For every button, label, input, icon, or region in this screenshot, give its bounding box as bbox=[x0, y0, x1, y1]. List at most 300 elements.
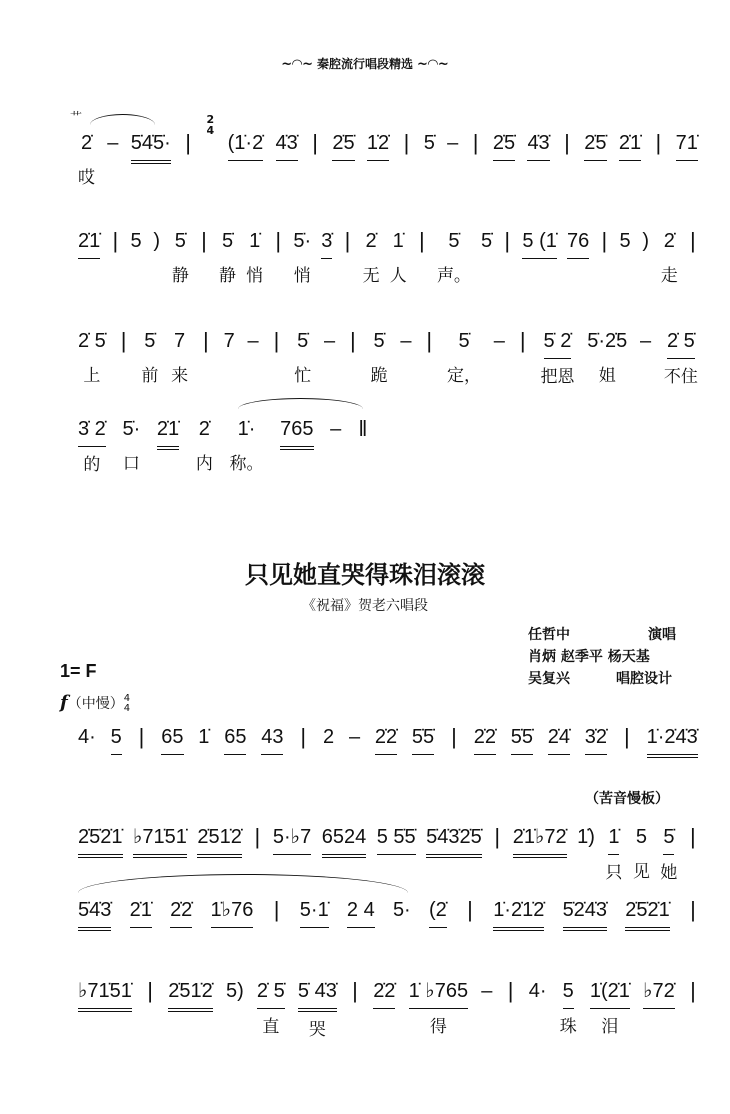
dynamic-mark: f bbox=[60, 692, 68, 713]
notes: 2 4 bbox=[347, 895, 375, 928]
score-row bbox=[78, 326, 698, 389]
notes: 1̇) bbox=[577, 826, 595, 848]
barline-glyph: ‖ bbox=[358, 416, 368, 441]
barline bbox=[273, 226, 283, 256]
note-group bbox=[78, 128, 95, 190]
note-group bbox=[393, 895, 411, 957]
lyric: 静 bbox=[171, 266, 189, 286]
notes: 2̇51̇2̇ bbox=[168, 976, 213, 1012]
notes: 2̇1̇ bbox=[157, 414, 179, 450]
note-group bbox=[298, 976, 337, 1042]
note-group bbox=[323, 722, 334, 784]
note-group bbox=[474, 722, 496, 785]
lyric: 姐 bbox=[598, 366, 616, 386]
note-group bbox=[78, 722, 96, 784]
note-group bbox=[246, 226, 263, 288]
notes: 2̇5̇ bbox=[493, 128, 515, 161]
note-group bbox=[619, 226, 630, 288]
note-group bbox=[494, 326, 505, 388]
notes: 765 bbox=[280, 414, 313, 450]
notes: – bbox=[493, 330, 505, 352]
lyric: 来 bbox=[171, 366, 189, 386]
notes: 1̇ bbox=[249, 230, 261, 252]
notes: 5· bbox=[392, 899, 411, 921]
note-group bbox=[641, 226, 651, 288]
barline-glyph: | bbox=[426, 328, 433, 353]
barline-glyph: | bbox=[418, 228, 425, 253]
note-group bbox=[294, 326, 311, 388]
barline-glyph: | bbox=[349, 328, 356, 353]
note-group bbox=[375, 722, 397, 785]
notes: 5̇ bbox=[663, 822, 674, 855]
barline-glyph: | bbox=[507, 978, 514, 1003]
notes: 5̇·2̇5 bbox=[587, 330, 628, 352]
note-group bbox=[78, 414, 106, 477]
note-group bbox=[198, 722, 209, 784]
notes: – bbox=[400, 330, 412, 352]
barline bbox=[343, 226, 353, 256]
note-group bbox=[170, 895, 192, 958]
note-group bbox=[78, 895, 111, 961]
note-group bbox=[664, 326, 698, 389]
note-group bbox=[152, 226, 162, 288]
barline bbox=[688, 895, 698, 925]
barline bbox=[401, 128, 411, 158]
barline bbox=[119, 326, 129, 356]
lyric: 泪 bbox=[601, 1017, 619, 1037]
barline-glyph: | bbox=[254, 824, 261, 849]
notes: 2̇4̇ bbox=[548, 722, 570, 755]
notes: 2 bbox=[323, 726, 335, 748]
notes: 5̇ bbox=[481, 230, 493, 252]
barline-glyph: | bbox=[138, 724, 145, 749]
barline bbox=[506, 976, 516, 1006]
notes: 5̇4̇5̇· bbox=[131, 128, 171, 164]
time-sig bbox=[207, 114, 215, 136]
note-group bbox=[567, 226, 589, 289]
notes: 2̇ bbox=[80, 132, 93, 154]
note-group bbox=[522, 226, 556, 289]
notes: – bbox=[348, 726, 361, 748]
note-group bbox=[643, 976, 675, 1039]
barline bbox=[471, 128, 481, 158]
note-group bbox=[373, 976, 395, 1039]
note-group bbox=[168, 976, 213, 1042]
lyric: 跪 bbox=[370, 366, 388, 386]
credit-names: 任哲中 bbox=[528, 627, 570, 643]
barline-glyph: | bbox=[185, 130, 191, 155]
notes: 2̇ 5̇ bbox=[78, 330, 106, 352]
barline bbox=[424, 326, 434, 356]
slur bbox=[90, 114, 155, 125]
lyric: 把恩 bbox=[540, 367, 575, 387]
note-group bbox=[196, 414, 213, 476]
notes: 5 bbox=[619, 230, 631, 252]
barline bbox=[110, 226, 120, 256]
notes: 4· bbox=[78, 726, 96, 748]
lyric: 称。 bbox=[229, 454, 264, 474]
note-group bbox=[131, 128, 171, 194]
note-group bbox=[248, 326, 259, 388]
tempo-text: （中慢） bbox=[67, 696, 124, 712]
notes: 2̇2̇ bbox=[373, 976, 395, 1009]
note-group bbox=[587, 326, 627, 388]
song-subtitle: 《祝福》贺老六唱段 bbox=[302, 598, 428, 614]
barline bbox=[599, 226, 609, 256]
notes: 5̇ bbox=[448, 230, 460, 252]
lyric: 得 bbox=[429, 1017, 447, 1037]
note-group bbox=[107, 128, 118, 190]
note-group bbox=[78, 226, 100, 289]
barline-glyph: | bbox=[451, 724, 457, 749]
note-group bbox=[660, 822, 677, 885]
notes: 2̇2̇ bbox=[474, 722, 496, 755]
lyric: 直 bbox=[262, 1017, 280, 1037]
note-group bbox=[633, 822, 650, 884]
lyric: 哎 bbox=[78, 168, 95, 188]
notes: 5̇2̇4̇3̇ bbox=[563, 895, 608, 931]
note-group bbox=[560, 976, 577, 1039]
note-group bbox=[481, 226, 492, 288]
barline bbox=[298, 722, 308, 752]
notes: 65 bbox=[161, 722, 183, 755]
sanban-mark: 艹 bbox=[70, 110, 83, 124]
barline-glyph: | bbox=[112, 228, 119, 253]
notes: 4· bbox=[528, 980, 547, 1002]
notes: ♭72̇ bbox=[643, 976, 675, 1009]
time-signature bbox=[205, 113, 215, 137]
notes: 5̇5̇ bbox=[412, 722, 434, 755]
lyric: 定， bbox=[447, 366, 482, 386]
time-sig-number: 4 bbox=[206, 124, 215, 137]
notes: 2̇1̇♭72̇ bbox=[513, 822, 567, 858]
notes: – bbox=[640, 330, 652, 352]
notes: – bbox=[323, 330, 336, 352]
notes: 2̇1̇ bbox=[619, 128, 641, 161]
credit-role: 演唱 bbox=[648, 627, 676, 643]
note-group bbox=[280, 414, 313, 480]
score-row bbox=[78, 895, 698, 961]
barline bbox=[688, 822, 698, 852]
notes: 5 bbox=[635, 826, 647, 848]
barline-glyph: | bbox=[623, 724, 630, 749]
barline bbox=[465, 895, 475, 925]
note-group bbox=[481, 976, 492, 1038]
notes: (1̇·2̇ bbox=[228, 128, 264, 161]
note-group bbox=[412, 722, 434, 785]
notes: 5̇ bbox=[423, 132, 435, 154]
notes: 5̇ bbox=[144, 330, 156, 352]
barline-glyph: | bbox=[504, 228, 511, 253]
barline-glyph: | bbox=[273, 897, 280, 922]
notes: 5̇5̇ bbox=[511, 722, 533, 755]
notes: 3̇ bbox=[321, 226, 332, 259]
note-group bbox=[226, 976, 244, 1038]
ornament-right-icon: ~◠~ bbox=[417, 57, 449, 72]
barline bbox=[199, 226, 209, 256]
note-group bbox=[229, 414, 263, 476]
note-group bbox=[584, 128, 606, 191]
notes: 1̇ ♭765 bbox=[409, 976, 468, 1009]
note-group bbox=[390, 226, 407, 288]
lyric: 内 bbox=[195, 454, 213, 474]
notes: 4̇3̇ bbox=[527, 128, 549, 161]
barline-glyph: | bbox=[203, 328, 209, 353]
notes: 1̇ bbox=[198, 726, 210, 748]
notes: 76 bbox=[567, 226, 589, 259]
lyric: 口 bbox=[122, 454, 140, 474]
barline-glyph: | bbox=[601, 228, 608, 253]
note-group bbox=[349, 722, 360, 784]
notes: ♭71̇51̇ bbox=[133, 822, 187, 858]
note-group bbox=[540, 326, 574, 389]
note-group bbox=[447, 128, 458, 190]
barline bbox=[252, 822, 262, 852]
notes: 1̇· bbox=[237, 418, 256, 440]
note-group bbox=[224, 326, 235, 388]
barline-glyph: | bbox=[690, 228, 696, 253]
notes: 3̇ 2̇ bbox=[78, 414, 106, 447]
tempo-change: （苦音慢板） bbox=[585, 791, 669, 807]
notes: 5̇4̇3̇2̇5̇ bbox=[426, 822, 482, 858]
note-group bbox=[513, 822, 567, 888]
credit-names: 肖炳 赵季平 杨天基 bbox=[528, 649, 650, 665]
notes: 1̇ bbox=[392, 230, 404, 252]
lyric: 她 bbox=[660, 863, 678, 883]
note-group bbox=[363, 226, 380, 288]
time-sig-number: 2 bbox=[206, 113, 215, 126]
note-group bbox=[171, 326, 188, 388]
barline bbox=[348, 326, 358, 356]
note-group bbox=[640, 326, 651, 388]
note-group bbox=[172, 226, 189, 288]
lyric: 悄 bbox=[293, 266, 311, 286]
lyric: 见 bbox=[632, 862, 650, 882]
notes: 2̇1̇ bbox=[130, 895, 152, 928]
barline bbox=[183, 128, 193, 158]
note-group bbox=[261, 722, 283, 785]
credit-line bbox=[528, 648, 650, 666]
barline-glyph: | bbox=[690, 978, 696, 1003]
credit-line bbox=[528, 670, 672, 688]
note-group bbox=[424, 128, 435, 190]
notes: 5̇ bbox=[373, 330, 385, 352]
notes: 1̇2̇ bbox=[367, 128, 389, 161]
barline-glyph: | bbox=[273, 328, 280, 353]
lyric: 走 bbox=[660, 266, 678, 286]
barline-glyph: | bbox=[312, 130, 318, 155]
score-row bbox=[78, 414, 368, 480]
note-group bbox=[321, 226, 332, 289]
note-group bbox=[400, 326, 411, 388]
note-group bbox=[605, 822, 622, 885]
score-row bbox=[78, 226, 698, 289]
barline bbox=[518, 326, 528, 356]
note-group bbox=[548, 722, 570, 785]
notes: – bbox=[447, 132, 459, 154]
notes: 5̇4̇3̇ bbox=[78, 895, 111, 931]
barline bbox=[136, 722, 146, 752]
note-group bbox=[563, 895, 608, 961]
notes: 2̇51̇2̇ bbox=[197, 822, 242, 858]
notes: 5 bbox=[130, 230, 142, 252]
note-group bbox=[429, 895, 447, 958]
note-group bbox=[647, 722, 698, 788]
note-group bbox=[257, 976, 285, 1039]
lyric: 只 bbox=[605, 863, 623, 883]
note-group bbox=[276, 128, 298, 191]
note-group bbox=[161, 722, 183, 785]
notes: 1̇·2̇1̇2̇ bbox=[493, 895, 544, 931]
time-sig-top: 4 bbox=[123, 693, 131, 704]
notes: 5 bbox=[111, 722, 122, 755]
notes: ) bbox=[642, 230, 649, 252]
note-group bbox=[511, 722, 533, 785]
note-group bbox=[577, 822, 595, 884]
lyric: 不住 bbox=[663, 367, 698, 387]
barline bbox=[272, 895, 282, 925]
lyric: 声。 bbox=[436, 266, 471, 286]
barline-glyph: | bbox=[564, 130, 570, 155]
note-group bbox=[426, 822, 482, 888]
notes: – bbox=[481, 980, 493, 1002]
notes: (2̇ bbox=[429, 895, 447, 928]
score-row bbox=[78, 976, 698, 1042]
notes: 5̇ 2̇ bbox=[544, 326, 572, 359]
barline-glyph: | bbox=[467, 897, 473, 922]
barline bbox=[688, 976, 698, 1006]
notes: 5̇· bbox=[122, 418, 141, 440]
notes: 1̇·2̇4̇3̇ bbox=[647, 722, 698, 758]
note-group bbox=[377, 822, 416, 885]
note-group bbox=[447, 326, 481, 388]
notes: 5̇ bbox=[174, 230, 186, 252]
notes: 65 bbox=[224, 722, 246, 755]
key-signature: 1= F bbox=[60, 661, 97, 681]
barline bbox=[688, 226, 698, 256]
note-group bbox=[661, 226, 678, 288]
song-title: 只见她直哭得珠泪滚滚 bbox=[245, 560, 485, 589]
notes: 2̇ 5̇ bbox=[667, 326, 695, 359]
note-group bbox=[527, 128, 549, 191]
page-header bbox=[0, 56, 730, 73]
score-row bbox=[78, 722, 698, 788]
time-signature bbox=[124, 694, 130, 714]
barline-glyph: | bbox=[344, 228, 351, 253]
notes: 5 bbox=[563, 976, 574, 1009]
lyric: 哭 bbox=[308, 1020, 326, 1040]
note-group bbox=[324, 326, 335, 388]
notes: 43 bbox=[261, 722, 283, 755]
note-group bbox=[493, 128, 515, 191]
credit-role: 唱腔设计 bbox=[616, 671, 672, 687]
note-group bbox=[224, 722, 246, 785]
notes: 1̇♭76 bbox=[211, 895, 254, 928]
ornament-left-icon: ~◠~ bbox=[281, 57, 313, 72]
credit-names: 吴复兴 bbox=[528, 671, 570, 687]
notes: 5̇ 4̇3̇ bbox=[298, 976, 337, 1012]
lyric: 无 bbox=[362, 266, 380, 286]
score-row bbox=[78, 113, 698, 194]
note-group bbox=[590, 976, 630, 1039]
note-group bbox=[585, 722, 607, 785]
note-group bbox=[300, 895, 329, 958]
note-group bbox=[676, 128, 698, 191]
note-group bbox=[330, 414, 341, 476]
notes: 2̇5̇ bbox=[332, 128, 354, 161]
time-sig-bottom: 4 bbox=[123, 703, 131, 714]
note-group bbox=[228, 128, 264, 191]
lyric: 前 bbox=[141, 366, 159, 386]
barline bbox=[271, 326, 281, 356]
barline-glyph: | bbox=[147, 978, 153, 1003]
note-group bbox=[409, 976, 468, 1039]
notes: 5) bbox=[225, 980, 244, 1002]
notes: 2̇2̇ bbox=[375, 722, 397, 755]
barline-glyph: | bbox=[494, 824, 501, 849]
note-group bbox=[529, 976, 547, 1038]
barline-glyph: | bbox=[655, 130, 662, 155]
note-group bbox=[122, 414, 140, 476]
lyric: 珠 bbox=[559, 1017, 577, 1037]
note-group bbox=[130, 895, 152, 958]
notes: 1̇(2̇1̇ bbox=[590, 976, 630, 1009]
notes: 7 bbox=[174, 330, 186, 352]
note-group bbox=[347, 895, 375, 958]
note-group bbox=[367, 128, 389, 191]
note-group bbox=[130, 226, 141, 288]
notes: 2̇5̇2̇1̇ bbox=[78, 822, 123, 858]
notes: 2̇ bbox=[663, 230, 675, 252]
notes: 2̇1̇ bbox=[78, 226, 100, 259]
notes: – bbox=[330, 418, 342, 440]
slur bbox=[238, 398, 363, 409]
note-group bbox=[219, 226, 236, 288]
barline bbox=[449, 722, 459, 752]
notes: 1̇ bbox=[608, 822, 619, 855]
barline bbox=[201, 326, 211, 356]
note-group bbox=[332, 128, 354, 191]
notes: 5̇ bbox=[221, 230, 234, 252]
barline-glyph: | bbox=[519, 328, 526, 353]
barline-glyph: | bbox=[300, 724, 307, 749]
barline bbox=[417, 226, 427, 256]
notes: 3̇2̇ bbox=[585, 722, 607, 755]
note-group bbox=[78, 326, 106, 388]
lyric: 静 bbox=[219, 266, 237, 286]
notes: ♭71̇51̇ bbox=[78, 976, 132, 1012]
notes: 2̇ 5̇ bbox=[257, 976, 285, 1009]
note-group bbox=[625, 895, 670, 961]
barline bbox=[350, 976, 360, 1006]
note-group bbox=[371, 326, 388, 388]
note-group bbox=[493, 895, 544, 961]
notes: 7 bbox=[223, 330, 235, 352]
lyric: 悄 bbox=[246, 266, 264, 286]
notes: – bbox=[107, 132, 119, 154]
notes: 5̇ bbox=[297, 330, 309, 352]
note-group bbox=[619, 128, 641, 191]
barline bbox=[310, 128, 320, 158]
note-group bbox=[78, 976, 132, 1042]
lyric: 上 bbox=[83, 366, 101, 386]
barline bbox=[492, 822, 502, 852]
notes: 4̇3̇ bbox=[276, 128, 298, 161]
notes: 5·♭7 bbox=[273, 822, 311, 855]
notes: – bbox=[247, 330, 259, 352]
notes: 2̇5̇2̇1̇ bbox=[625, 895, 670, 931]
note-group bbox=[141, 326, 158, 388]
